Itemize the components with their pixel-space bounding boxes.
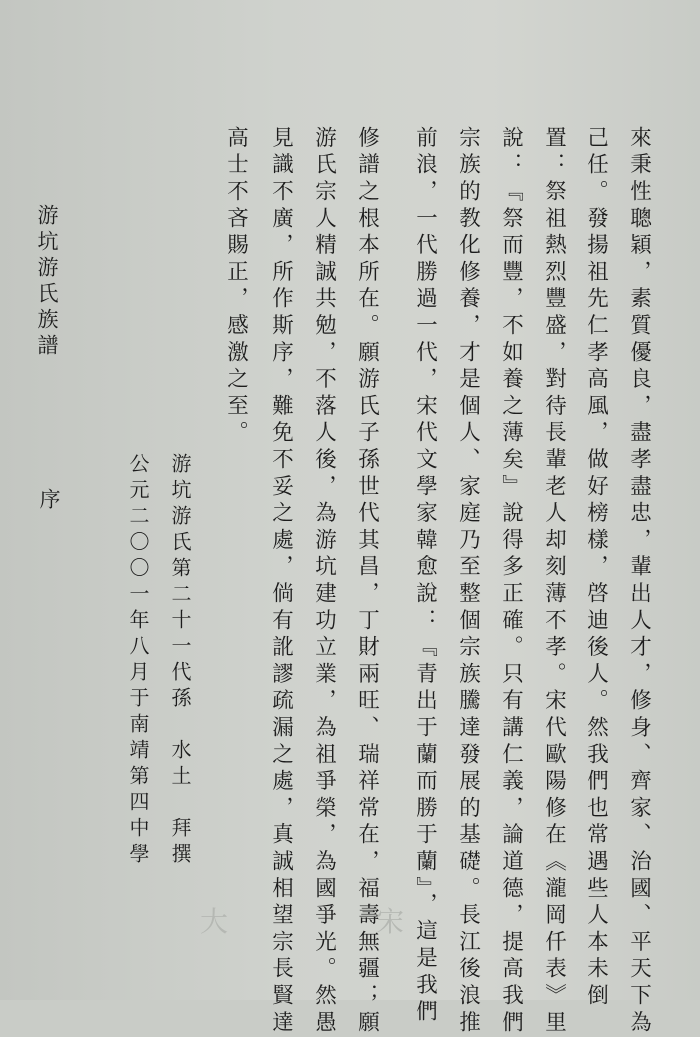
show-through-text: 大 宋 <box>200 905 465 938</box>
body-column-10: 高士不吝賜正，感激之至。 <box>223 126 249 448</box>
body-column-9: 見識不廣，所作斯序，難免不妥之處，倘有訛謬疏漏之處，真誠相望宗長賢達 <box>268 126 294 1037</box>
book-title: 游坑游氏族譜 <box>35 204 59 360</box>
body-column-1: 來秉性聰穎，素質優良，盡孝盡忠，輩出人才，修身、齊家、治國、平天下為 <box>626 126 652 1037</box>
signature-date: 公元二〇〇一年八月于南靖第四中學 <box>126 453 150 869</box>
body-column-5: 宗族的教化修養，才是個人、家庭乃至整個宗族騰達發展的基礎。長江後浪推 <box>455 126 481 1037</box>
body-column-2: 己任。發揚祖先仁孝高風，做好榜樣，啓迪後人。然我們也常遇些人本未倒 <box>583 126 609 1011</box>
body-column-7: 修譜之根本所在。願游氏子孫世代其昌，丁財兩旺、瑞祥常在，福壽無疆；願 <box>354 126 380 1037</box>
body-column-4: 說：『祭而豐，不如養之薄矣』說得多正確。只有講仁義，論道德，提高我們 <box>498 126 524 1037</box>
body-column-6: 前浪，一代勝過一代，宋代文學家韓愈說：『青出于蘭而勝于蘭』，這是我們 <box>412 126 438 1027</box>
signature-author: 游坑游氏第二十一代孫 水土 拜撰 <box>168 453 192 869</box>
body-column-3: 置：祭祖熱烈豐盛，對待長輩老人却刻薄不孝。宋代歐陽修在《瀧岡仟表》里 <box>541 126 567 1037</box>
body-column-8: 游氏宗人精誠共勉，不落人後，為游坑建功立業，為祖爭榮，為國爭光。然愚 <box>311 126 337 1037</box>
section-label: 序 <box>37 488 61 514</box>
